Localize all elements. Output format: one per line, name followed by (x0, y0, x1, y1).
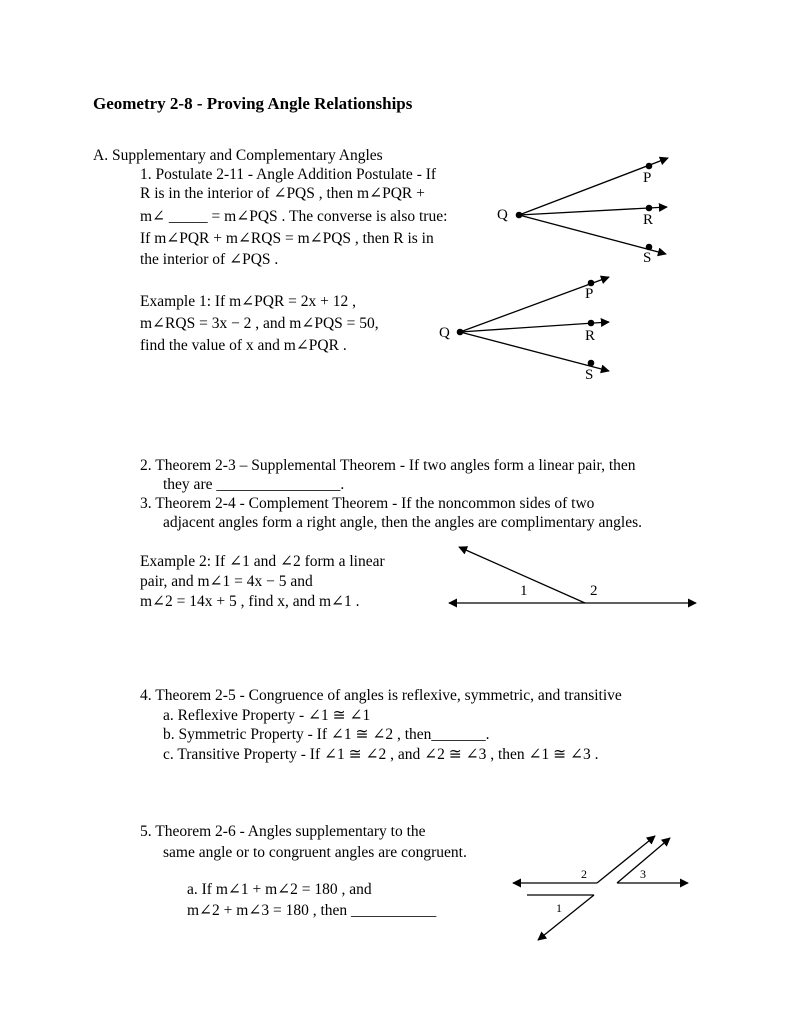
theorem-2-4-line-2: adjacent angles form a right angle, then the angles are complimentary angles. (163, 514, 643, 531)
example2-line-3: m∠2 = 14x + 5 , find x, and m∠1 . (140, 593, 360, 610)
label-fig4-angle-3: 3 (640, 867, 646, 881)
example2-line-2: pair, and m∠1 = 4x − 5 and (140, 573, 313, 590)
label-angle-1: 1 (520, 583, 528, 599)
theorem-2-5-line-1: 4. Theorem 2-5 - Congruence of angles is reflexive, symmetric, and transitive (140, 687, 622, 704)
transitive-property: c. Transitive Property - If ∠1 ≅ ∠2 , and ∠2 ≅ ∠3 , then ∠1 ≅ ∠3 . (163, 746, 599, 763)
theorem-2-6-a-line-2: m∠2 + m∠3 = 180 , then ___________ (187, 902, 437, 919)
point-r-2 (588, 320, 595, 327)
label-s-1: S (643, 250, 652, 266)
label-r-2: R (585, 328, 596, 344)
ray-down-left (538, 895, 594, 940)
theorem-2-6-line-1: 5. Theorem 2-6 - Angles supplementary to the (140, 823, 426, 840)
example1-line-3: find the value of x and m∠PQR . (140, 337, 347, 354)
example1-line-2: m∠RQS = 3x − 2 , and m∠PQS = 50, (140, 315, 379, 332)
label-angle-2: 2 (590, 583, 598, 599)
postulate-line-3: m∠ _____ = m∠PQS . The converse is also true: (140, 208, 448, 225)
theorem-2-4-line-1: 3. Theorem 2-4 - Complement Theorem - If the noncommon sides of two (140, 495, 595, 512)
postulate-line-2: R is in the interior of ∠PQS , then m∠PQR + (140, 185, 425, 202)
postulate-line-4: If m∠PQR + m∠RQS = m∠PQS , then R is in (140, 230, 434, 247)
symmetric-property: b. Symmetric Property - If ∠1 ≅ ∠2 , then_______. (163, 726, 490, 743)
label-p-2: P (585, 286, 594, 302)
point-r-1 (646, 205, 653, 212)
label-p-1: P (643, 170, 652, 186)
label-fig4-angle-2: 2 (581, 867, 587, 881)
theorem-2-6-line-2: same angle or to congruent angles are congruent. (163, 844, 467, 861)
label-s-2: S (585, 367, 594, 383)
theorem-2-6-a-line-1: a. If m∠1 + m∠2 = 180 , and (187, 881, 372, 898)
label-q-2: Q (439, 325, 450, 341)
label-r-1: R (643, 212, 654, 228)
ray-qp-1 (519, 158, 668, 215)
example1-line-1: Example 1: If m∠PQR = 2x + 12 , (140, 293, 357, 310)
section-heading: A. Supplementary and Complementary Angles (93, 147, 383, 164)
point-s-2 (588, 360, 595, 367)
label-q-1: Q (497, 207, 508, 223)
point-p-1 (646, 163, 653, 170)
postulate-line-5: the interior of ∠PQS . (140, 251, 279, 268)
example2-line-1: Example 2: If ∠1 and ∠2 form a linear (140, 553, 385, 570)
theorem-2-3-line-2: they are ________________. (163, 476, 345, 493)
page-title: Geometry 2-8 - Proving Angle Relationships (93, 94, 413, 113)
reflexive-property: a. Reflexive Property - ∠1 ≅ ∠1 (163, 707, 371, 724)
point-q-1 (516, 212, 523, 219)
label-fig4-angle-1: 1 (556, 901, 562, 915)
postulate-line-1: 1. Postulate 2-11 - Angle Addition Postulate - If (140, 166, 437, 183)
theorem-2-3-line-1: 2. Theorem 2-3 – Supplemental Theorem - If two angles form a linear pair, then (140, 457, 636, 474)
point-q-2 (457, 329, 464, 336)
